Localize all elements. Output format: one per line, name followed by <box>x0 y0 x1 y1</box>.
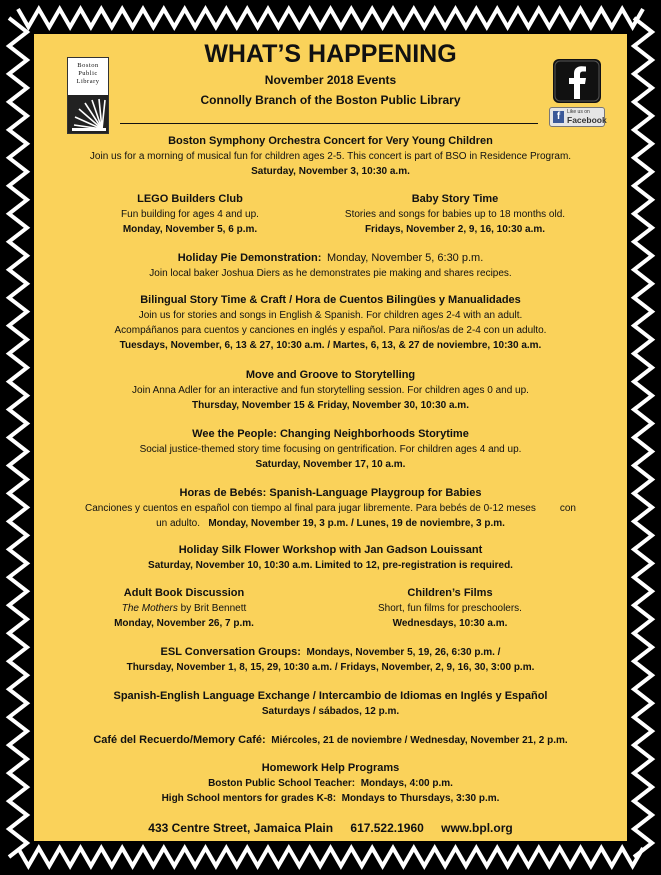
footer-website[interactable]: www.bpl.org <box>441 821 513 835</box>
event-title: LEGO Builders Club <box>137 193 243 205</box>
homework-line1-label: Boston Public School Teacher: <box>208 778 356 789</box>
event-description: Join local baker Joshua Diers as he demonstrates pie making and shares recipes. <box>149 268 512 279</box>
event-title: Move and Groove to Storytelling <box>245 369 416 381</box>
event-description: Join us for a morning of musical fun for children ages 2-5. This concert is part of BSO in Residence Program. <box>89 151 572 162</box>
event-wee-the-people <box>44 427 617 472</box>
event-title: Bilingual Story Time & Craft / Hora de Cuentos Bilingües y Manualidades <box>140 294 521 306</box>
event-time: Monday, November 26, 7 p.m. <box>114 618 254 629</box>
event-title: Baby Story Time <box>411 193 499 205</box>
homework-line2-label: High School mentors for grades K-8: <box>161 793 337 804</box>
event-description-end: un adulto. <box>156 518 200 529</box>
footer <box>0 821 661 835</box>
event-title: Children’s Films <box>407 587 493 599</box>
book-title: The Mothers <box>121 603 178 614</box>
event-time: Tuesdays, November, 6, 13 & 27, 10:30 a.m. / Martes, 6, 13, & 27 de noviembre, 10:30 a.m. <box>119 340 542 351</box>
event-title: Holiday Silk Flower Workshop with Jan Gadson Louissant <box>178 544 483 556</box>
homework-line2-time: Mondays to Thursdays, 3:30 p.m. <box>341 793 500 804</box>
event-adult-book-discussion <box>84 586 284 631</box>
event-title: Homework Help Programs <box>261 762 400 774</box>
footer-address: 433 Centre Street, Jamaica Plain <box>148 821 334 835</box>
event-description: Join us for stories and songs in English & Spanish. For children ages 2-4 with an adult. <box>138 310 523 321</box>
bpl-logo-word: Public <box>78 70 98 77</box>
event-title: Adult Book Discussion <box>123 587 245 599</box>
event-move-groove <box>44 368 617 413</box>
event-description: Stories and songs for babies up to 18 months old. <box>344 209 566 220</box>
zigzag-line <box>9 18 27 857</box>
page-title: WHAT’S HAPPENING <box>204 40 457 68</box>
event-description: Short, fun films for preschoolers. <box>378 603 522 614</box>
event-time: Thursday, November 15 & Friday, November 30, 10:30 a.m. <box>192 400 469 411</box>
event-pie <box>44 251 617 281</box>
event-time: Fridays, November 2, 9, 16, 10:30 a.m. <box>364 224 546 235</box>
header-divider <box>120 123 538 124</box>
event-title: Horas de Bebés: Spanish-Language Playgroup for Babies <box>179 487 482 499</box>
event-description-cont: con <box>559 503 576 514</box>
facebook-label: Facebook <box>567 115 607 125</box>
event-esl <box>44 645 617 675</box>
event-bso <box>44 134 617 179</box>
footer-phone[interactable]: 617.522.1960 <box>350 821 424 835</box>
event-time: Wednesdays, 10:30 a.m. <box>392 618 508 629</box>
event-childrens-films <box>330 586 570 631</box>
book-author: by Brit Bennett <box>177 603 247 614</box>
event-baby-story-time <box>320 192 590 237</box>
bpl-logo-word: Library <box>76 78 100 85</box>
event-description: Join Anna Adler for an interactive and fun storytelling session. For children ages 0 and up. <box>132 385 529 396</box>
facebook-like-text: Like us on <box>567 109 590 115</box>
event-time: Saturday, November 10, 10:30 a.m. Limited to 12, pre-registration is required. <box>148 560 513 571</box>
event-description: Social justice-themed story time focusing on gentrification. For children ages 4 and up. <box>139 444 522 455</box>
event-homework-help <box>44 761 617 806</box>
zigzag-line <box>18 848 643 866</box>
facebook-like-bar[interactable] <box>549 107 605 127</box>
event-title: Café del Recuerdo/Memory Café: <box>93 734 266 746</box>
event-title: Boston Symphony Orchestra Concert for Very Young Children <box>168 135 493 147</box>
event-time: Monday, November 19, 3 p.m. / Lunes, 19 de noviembre, 3 p.m. <box>208 518 505 529</box>
page-subtitle: November 2018 Events <box>264 73 397 87</box>
bpl-logo-word: Boston <box>77 62 99 69</box>
zigzag-line <box>18 9 643 27</box>
event-time: Monday, November 5, 6 p.m. <box>122 224 258 235</box>
homework-line1-time: Mondays, 4:00 p.m. <box>360 778 453 789</box>
event-memory-cafe <box>44 733 617 748</box>
event-description: Canciones y cuentos en español con tiempo al final para jugar libremente. Para bebés de 0-12 meses <box>85 503 536 514</box>
event-bilingual <box>44 293 617 353</box>
branch-name: Connolly Branch of the Boston Public Library <box>200 93 461 107</box>
event-title: Spanish-English Language Exchange / Intercambio de Idiomas en Inglés y Español <box>113 690 548 702</box>
event-time: Monday, November 5, 6:30 p.m. <box>326 252 484 264</box>
event-time: Saturdays / sábados, 12 p.m. <box>261 706 400 717</box>
event-horas-de-bebes <box>44 486 617 531</box>
event-title: Wee the People: Changing Neighborhoods Storytime <box>192 428 469 440</box>
event-time: Miércoles, 21 de noviembre / Wednesday, November 21, 2 p.m. <box>271 735 568 746</box>
event-time: Saturday, November 3, 10:30 a.m. <box>251 166 410 177</box>
event-language-exchange <box>44 689 617 719</box>
zigzag-line <box>634 18 652 857</box>
event-time: Mondays, November 5, 19, 26, 6:30 p.m. / <box>306 647 501 658</box>
event-silk-flower <box>44 543 617 573</box>
event-title: Holiday Pie Demonstration: <box>177 252 322 264</box>
event-time: Saturday, November 17, 10 a.m. <box>255 459 406 470</box>
event-lego <box>90 192 290 237</box>
facebook-f-icon: f <box>553 111 564 123</box>
event-title: ESL Conversation Groups: <box>160 646 301 658</box>
event-description-spanish: Acompáñanos para cuentos y canciones en inglés y español. Para niños/as de 2-4 con un adulto. <box>114 325 547 336</box>
event-time-cont: Thursday, November 1, 8, 15, 29, 10:30 a.m. / Fridays, November, 2, 9, 16, 30, 3:00 p.m. <box>126 662 535 673</box>
event-description: Fun building for ages 4 and up. <box>121 209 259 220</box>
